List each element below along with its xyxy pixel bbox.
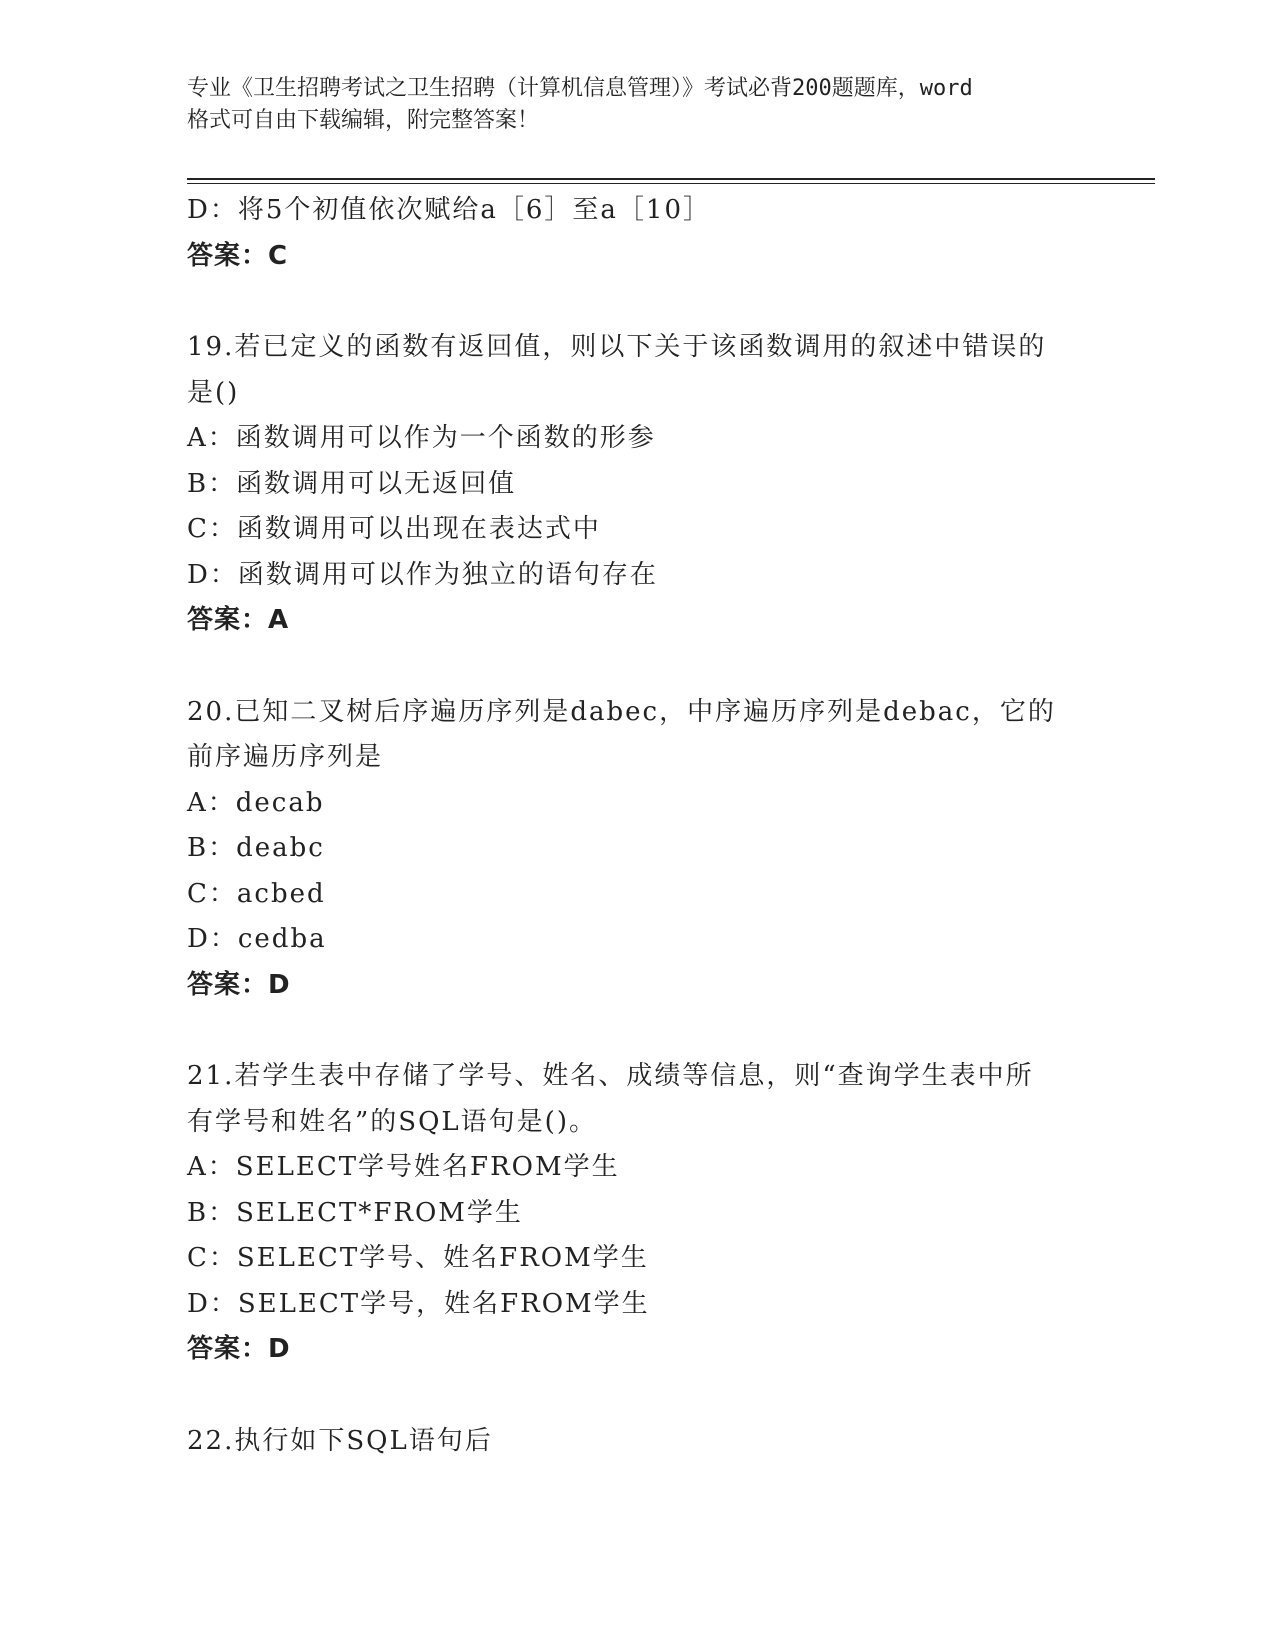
option-b: B：函数调用可以无返回值 bbox=[187, 468, 517, 499]
spacer bbox=[187, 644, 1087, 690]
prev-answer: 答案：C bbox=[187, 240, 289, 271]
option-c: C：SELECT学号、姓名FROM学生 bbox=[187, 1243, 649, 1273]
header-line-2: 格式可自由下载编辑，附完整答案！ bbox=[187, 108, 540, 133]
question-19 bbox=[187, 325, 1087, 644]
question-stem-cont: 是() bbox=[187, 377, 240, 408]
option-c: C：acbed bbox=[187, 878, 326, 909]
spacer bbox=[187, 1008, 1087, 1054]
question-stem: 22.执行如下SQL语句后 bbox=[187, 1425, 493, 1456]
option-a: A：decab bbox=[187, 787, 325, 818]
spacer bbox=[187, 1373, 1087, 1419]
header-divider-thick bbox=[187, 178, 1155, 180]
option-a: A：SELECT学号姓名FROM学生 bbox=[187, 1152, 620, 1182]
answer: 答案：D bbox=[187, 1334, 291, 1364]
question-22 bbox=[187, 1419, 1087, 1465]
option-b: B：deabc bbox=[187, 833, 325, 863]
answer: 答案：D bbox=[187, 969, 291, 1000]
question-stem: 20.已知二叉树后序遍历序列是dabec，中序遍历序列是debac，它的 bbox=[187, 696, 1056, 727]
option-d: D：cedba bbox=[187, 924, 327, 954]
answer: 答案：A bbox=[187, 605, 290, 635]
question-21 bbox=[187, 1054, 1087, 1373]
question-20 bbox=[187, 690, 1087, 1009]
document-header bbox=[187, 73, 1087, 137]
question-stem: 21.若学生表中存储了学号、姓名、成绩等信息，则“查询学生表中所 bbox=[187, 1061, 1034, 1091]
question-stem-cont: 有学号和姓名”的SQL语句是()。 bbox=[187, 1106, 597, 1137]
option-d: D：函数调用可以作为独立的语句存在 bbox=[187, 559, 658, 590]
question-list bbox=[187, 188, 1087, 1464]
option-c: C：函数调用可以出现在表达式中 bbox=[187, 514, 601, 544]
question-stem: 19.若已定义的函数有返回值，则以下关于该函数调用的叙述中错误的 bbox=[187, 332, 1047, 362]
prev-option-d: D：将5个初值依次赋给a［6］至a［10］ bbox=[187, 195, 712, 225]
spacer bbox=[187, 279, 1087, 325]
header-line-1: 专业《卫生招聘考试之卫生招聘（计算机信息管理）》考试必背200题题库，word bbox=[187, 76, 973, 101]
option-b: B：SELECT*FROM学生 bbox=[187, 1197, 523, 1228]
option-a: A：函数调用可以作为一个函数的形参 bbox=[187, 423, 656, 453]
header-divider-thin bbox=[187, 183, 1155, 184]
option-d: D：SELECT学号，姓名FROM学生 bbox=[187, 1288, 650, 1319]
question-stem-cont: 前序遍历序列是 bbox=[187, 742, 384, 772]
